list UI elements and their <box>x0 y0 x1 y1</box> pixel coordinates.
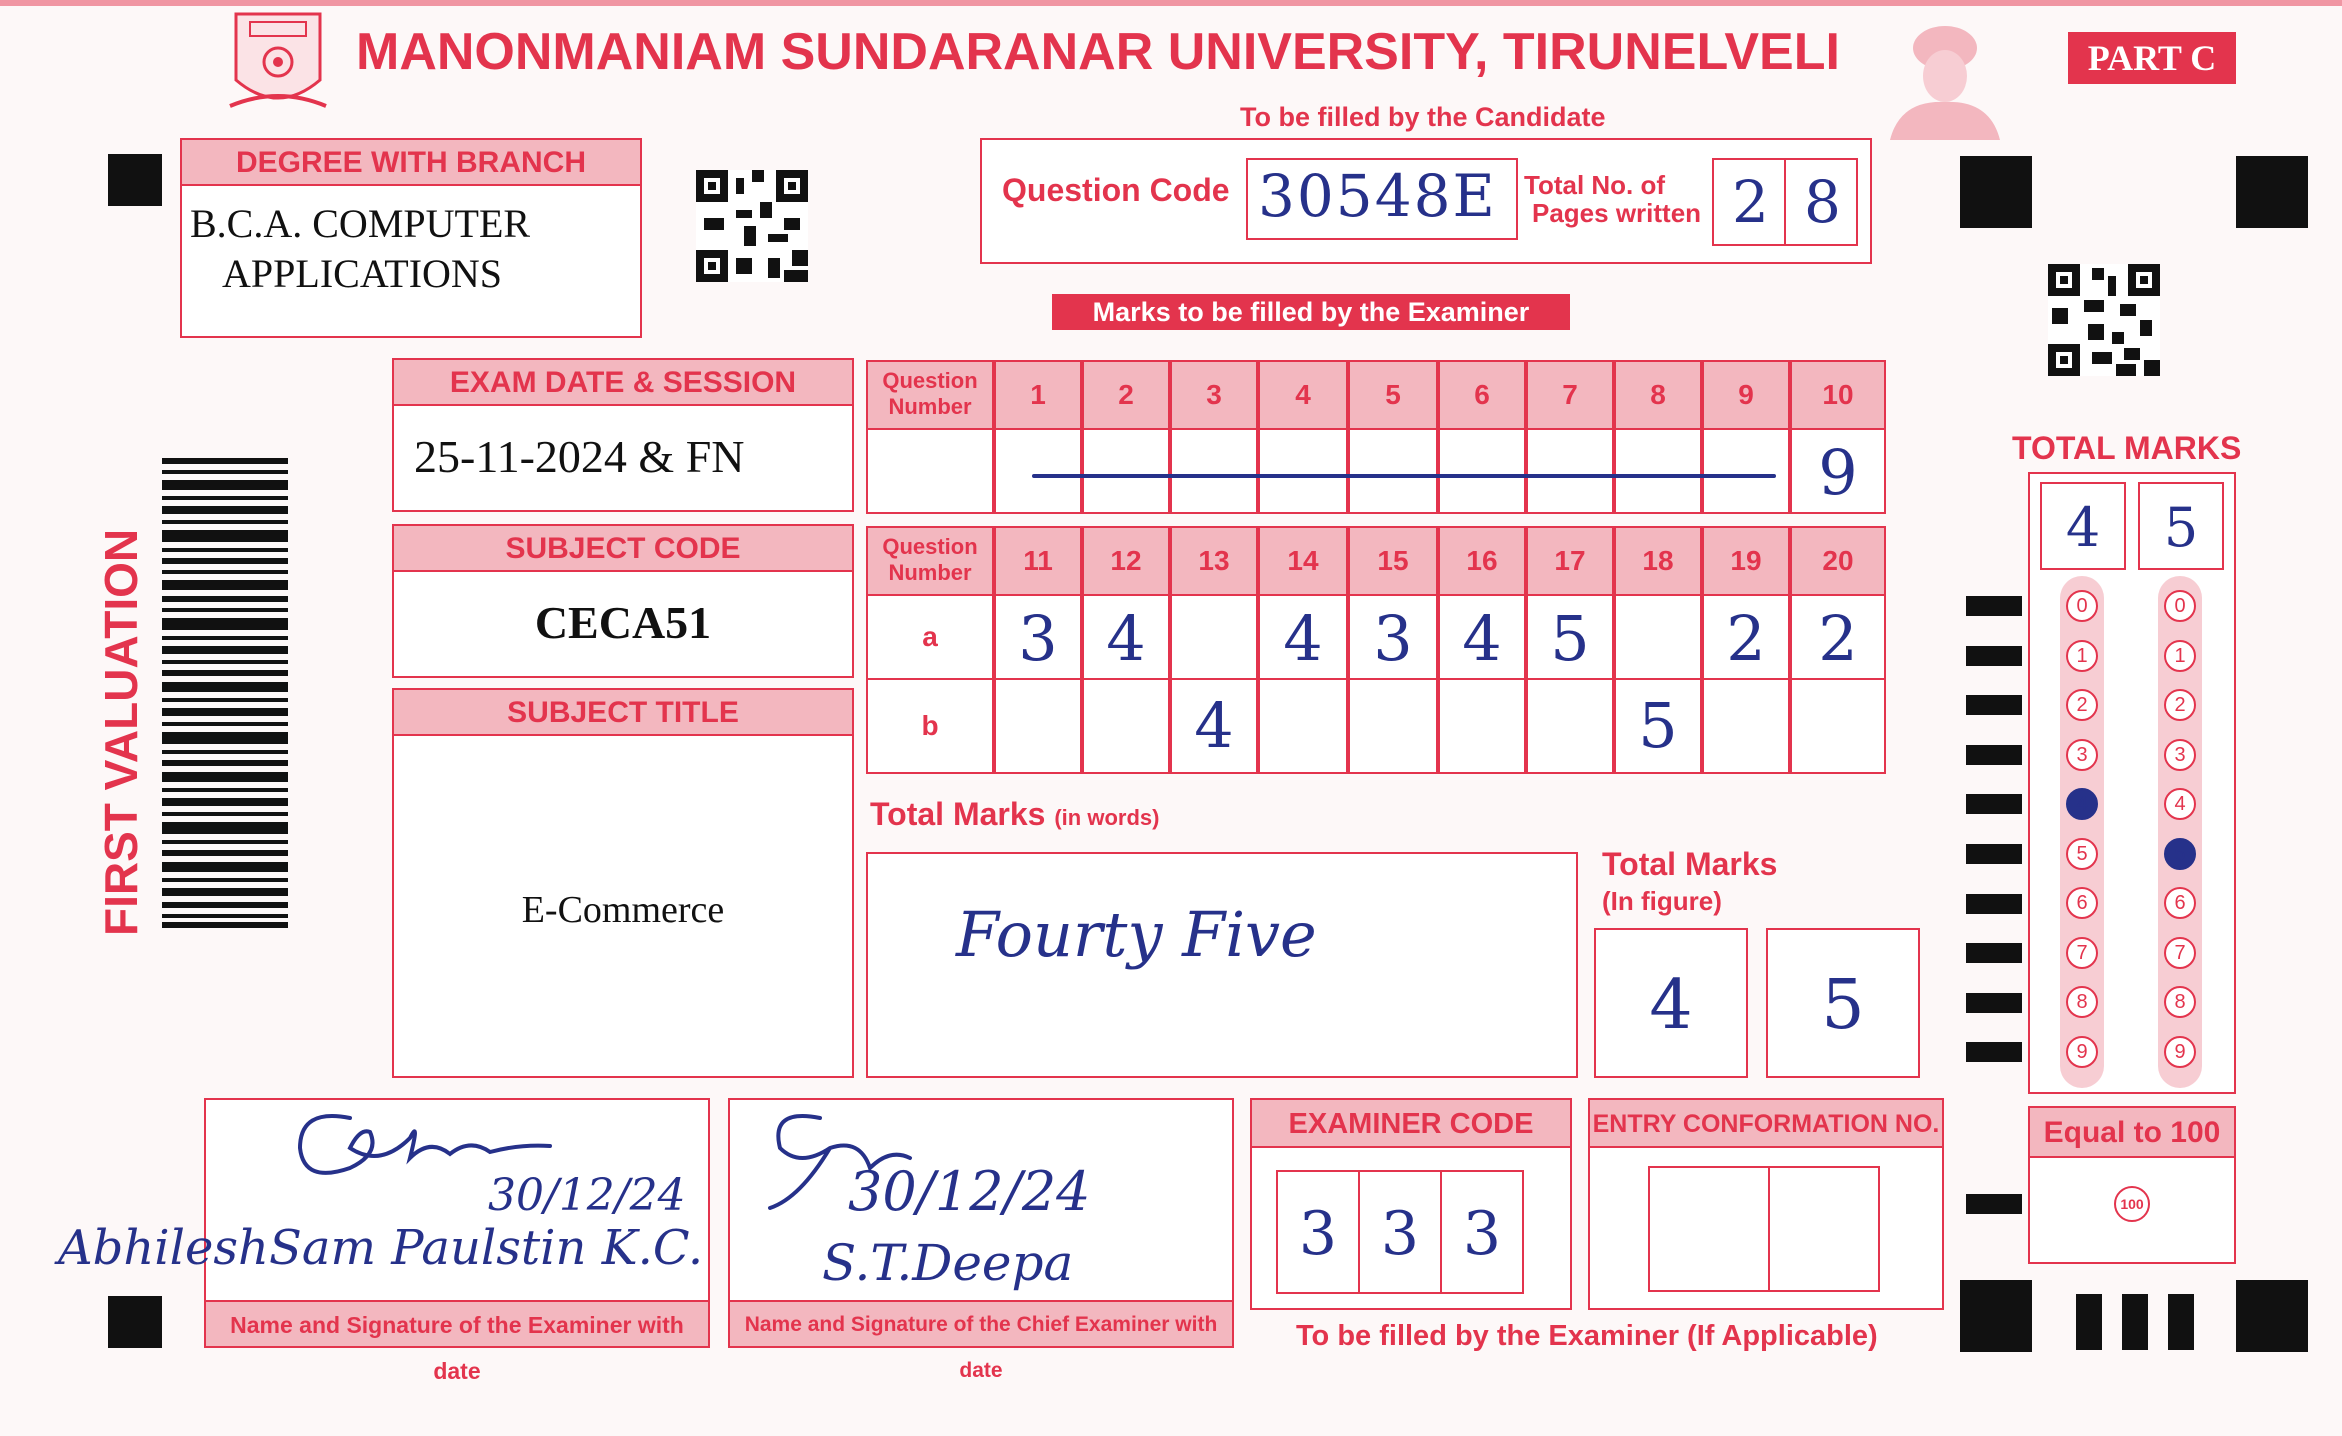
grid1-mark-cell[interactable] <box>1082 428 1170 514</box>
total-marks-bubble-col1[interactable]: 9 <box>2066 1036 2098 1068</box>
grid2-mark-cell-a[interactable]: 3 <box>994 594 1082 680</box>
grid2-mark-cell-b[interactable] <box>1082 678 1170 774</box>
total-marks-bubble-col2[interactable]: 7 <box>2164 937 2196 969</box>
grid1-qlabel-line2: Number <box>888 394 972 419</box>
examiner-sign-date: 30/12/24 <box>488 1170 686 1221</box>
chief-sign-date: 30/12/24 <box>848 1160 1091 1223</box>
chief-sign-caption: Name and Signature of the Chief Examiner with date <box>730 1300 1232 1346</box>
grid2-question-number: 14 <box>1258 526 1348 596</box>
corner-marker <box>108 154 162 206</box>
grid1-mark-cell[interactable] <box>1526 428 1614 514</box>
grid1-question-number: 9 <box>1702 360 1790 430</box>
entry-no-box[interactable] <box>1768 1166 1880 1292</box>
total-words-value: Fourty Five <box>956 898 1317 971</box>
degree-label: DEGREE WITH BRANCH <box>182 140 640 186</box>
total-words-label <box>870 796 1159 833</box>
examiner-sign-name: AbhileshSam Paulstin K.C. <box>58 1220 704 1276</box>
strike-line <box>1032 474 1776 478</box>
barcode-icon <box>162 458 288 928</box>
total-marks-bubble-col1[interactable]: 5 <box>2066 838 2098 870</box>
grid2-mark-cell-a[interactable]: 2 <box>1702 594 1790 680</box>
grid1-question-number: 6 <box>1438 360 1526 430</box>
total-marks-bubble-col1[interactable]: 8 <box>2066 986 2098 1018</box>
grid1-question-number: 2 <box>1082 360 1170 430</box>
grid2-qlabel-line1: Question <box>882 534 978 559</box>
total-marks-bubble-col2[interactable]: 4 <box>2164 788 2196 820</box>
total-marks-bubble-col1[interactable]: 7 <box>2066 937 2098 969</box>
corner-marker <box>108 1296 162 1348</box>
grid2-mark-cell-b[interactable] <box>1526 678 1614 774</box>
question-code-label: Question Code <box>1002 172 1230 208</box>
grid2-row-a-label: a <box>866 594 994 680</box>
total-marks-bubble-col2[interactable]: 0 <box>2164 590 2196 622</box>
grid2-mark-cell-b[interactable] <box>1702 678 1790 774</box>
examiner-code-digit[interactable]: 3 <box>1358 1170 1442 1294</box>
grid2-question-number: 12 <box>1082 526 1170 596</box>
pages-digit2: 8 <box>1804 168 1841 236</box>
equal-to-bubble[interactable]: 100 <box>2114 1186 2150 1222</box>
timing-mark <box>1966 943 2022 963</box>
total-figure-sub: (In figure) <box>1602 886 1722 916</box>
top-rule <box>0 0 2342 6</box>
total-figure-label: Total Marks <box>1602 846 1778 882</box>
timing-mark <box>1966 745 2022 765</box>
total-marks-bubble-col1[interactable]: 3 <box>2066 739 2098 771</box>
total-marks-bubble-col2[interactable]: 2 <box>2164 689 2196 721</box>
timing-mark <box>1966 794 2022 814</box>
timing-mark <box>2122 1294 2148 1350</box>
grid1-question-number: 10 <box>1790 360 1886 430</box>
entry-no-label: ENTRY CONFORMATION NO. <box>1590 1100 1942 1148</box>
qr-code-icon <box>696 170 808 282</box>
timing-mark <box>1966 894 2022 914</box>
timing-mark <box>1966 646 2022 666</box>
corner-marker <box>1960 1280 2032 1352</box>
grid2-question-number: 15 <box>1348 526 1438 596</box>
pages-label-line1: Total No. of <box>1524 170 1666 200</box>
grid1-question-number: 3 <box>1170 360 1258 430</box>
grid1-question-number: 5 <box>1348 360 1438 430</box>
part-badge: PART C <box>2068 32 2236 84</box>
grid1-mark-cell[interactable]: 9 <box>1790 428 1886 514</box>
grid2-mark-cell-a[interactable] <box>1614 594 1702 680</box>
grid2-mark-cell-b[interactable]: 5 <box>1614 678 1702 774</box>
timing-mark <box>1966 993 2022 1013</box>
grid2-question-number: 19 <box>1702 526 1790 596</box>
university-emblem-icon <box>228 10 328 118</box>
grid2-mark-cell-a[interactable]: 5 <box>1526 594 1614 680</box>
subject-code-value: CECA51 <box>534 597 712 648</box>
total-marks-bubble-col2[interactable]: 5 <box>2164 838 2196 870</box>
grid2-mark-cell-a[interactable]: 4 <box>1082 594 1170 680</box>
pages-digit1: 2 <box>1732 168 1769 236</box>
grid2-question-number: 11 <box>994 526 1082 596</box>
pages-label-line2: Pages written <box>1532 198 1702 228</box>
grid1-mark-cell[interactable] <box>1438 428 1526 514</box>
grid1-question-number: 7 <box>1526 360 1614 430</box>
exam-date-value: 25-11-2024 & FN <box>414 431 745 482</box>
grid1-question-number: 4 <box>1258 360 1348 430</box>
total-marks-bubble-col2[interactable]: 3 <box>2164 739 2196 771</box>
total-marks-panel-label: TOTAL MARKS <box>2012 430 2242 466</box>
grid1-mark-cell[interactable] <box>1702 428 1790 514</box>
total-marks-digit2: 5 <box>2163 496 2199 559</box>
grid2-mark-cell-a[interactable]: 4 <box>1438 594 1526 680</box>
grid2-mark-cell-a[interactable]: 3 <box>1348 594 1438 680</box>
corner-marker <box>2236 1280 2308 1352</box>
total-marks-digit1: 4 <box>2065 496 2101 559</box>
grid2-question-number: 18 <box>1614 526 1702 596</box>
timing-mark <box>1966 1042 2022 1062</box>
university-title: MANONMANIAM SUNDARANAR UNIVERSITY, TIRUNELVELI <box>356 23 1840 81</box>
examiner-code-digit[interactable]: 3 <box>1276 1170 1360 1294</box>
total-marks-bubble-col2[interactable]: 9 <box>2164 1036 2196 1068</box>
grid2-mark-cell-a[interactable]: 2 <box>1790 594 1886 680</box>
total-marks-bubble-col2[interactable]: 8 <box>2164 986 2196 1018</box>
total-words-sub: (in words) <box>1054 805 1160 830</box>
grid2-mark-cell-b[interactable] <box>994 678 1082 774</box>
grid2-row-b-label: b <box>866 678 994 774</box>
timing-mark <box>1966 1194 2022 1214</box>
exam-date-label: EXAM DATE & SESSION <box>394 360 852 406</box>
degree-line2: APPLICATIONS <box>222 251 503 296</box>
portrait-icon <box>1880 16 2010 140</box>
examiner-note: Marks to be filled by the Examiner <box>1052 294 1570 330</box>
grid2-question-number: 20 <box>1790 526 1886 596</box>
grid1-mark-cell[interactable] <box>1170 428 1258 514</box>
grid1-question-number: 1 <box>994 360 1082 430</box>
candidate-note: To be filled by the Candidate <box>1240 102 1606 132</box>
grid2-question-number: 17 <box>1526 526 1614 596</box>
total-marks-bubble-col1[interactable]: 0 <box>2066 590 2098 622</box>
qr-code-icon <box>2048 264 2160 376</box>
grid2-mark-cell-b[interactable] <box>1438 678 1526 774</box>
grid2-mark-cell-b[interactable] <box>1258 678 1348 774</box>
timing-mark <box>1966 596 2022 616</box>
grid2-question-number: 16 <box>1438 526 1526 596</box>
grid1-mark-cell[interactable] <box>1348 428 1438 514</box>
total-marks-bubble-col1[interactable]: 1 <box>2066 640 2098 672</box>
timing-mark <box>1966 844 2022 864</box>
grid1-qlabel-line1: Question <box>882 368 978 393</box>
subject-title-box <box>392 688 854 1078</box>
grid1-mark-cell[interactable] <box>994 428 1082 514</box>
total-marks-bubble-col1[interactable]: 4 <box>2066 788 2098 820</box>
first-valuation-label: FIRST VALUATION <box>95 528 147 936</box>
total-marks-bubble-col2[interactable]: 6 <box>2164 887 2196 919</box>
grid2-mark-cell-b[interactable]: 4 <box>1170 678 1258 774</box>
timing-mark <box>1966 695 2022 715</box>
grid2-question-number: 13 <box>1170 526 1258 596</box>
total-marks-bubble-col2[interactable]: 1 <box>2164 640 2196 672</box>
examiner-sign-caption: Name and Signature of the Examiner with date <box>206 1300 708 1346</box>
total-figure-digit1: 4 <box>1649 966 1693 1045</box>
examiner-code-label: EXAMINER CODE <box>1252 1100 1570 1148</box>
degree-line1: B.C.A. COMPUTER <box>190 201 531 246</box>
subject-code-label: SUBJECT CODE <box>394 526 852 572</box>
corner-marker <box>2236 156 2308 228</box>
equal-to-label: Equal to 100 <box>2030 1108 2234 1158</box>
grid1-row-label-cell <box>866 428 994 514</box>
grid2-mark-cell-a[interactable] <box>1170 594 1258 680</box>
total-marks-bubble-col1[interactable]: 2 <box>2066 689 2098 721</box>
grid1-mark-cell[interactable] <box>1258 428 1348 514</box>
timing-mark <box>2076 1294 2102 1350</box>
total-words-title: Total Marks <box>870 796 1046 832</box>
grid1-mark-cell[interactable] <box>1614 428 1702 514</box>
subject-title-label: SUBJECT TITLE <box>394 690 852 736</box>
chief-sign-name: S.T.Deepa <box>822 1234 1074 1292</box>
footer-note: To be filled by the Examiner (If Applicable) <box>1296 1320 1878 1352</box>
total-figure-digit2: 5 <box>1821 966 1865 1045</box>
grid2-mark-cell-b[interactable] <box>1790 678 1886 774</box>
grid2-mark-cell-a[interactable]: 4 <box>1258 594 1348 680</box>
timing-mark <box>2168 1294 2194 1350</box>
grid1-question-number: 8 <box>1614 360 1702 430</box>
grid2-qlabel-line2: Number <box>888 560 972 585</box>
grid2-mark-cell-b[interactable] <box>1348 678 1438 774</box>
corner-marker <box>1960 156 2032 228</box>
total-marks-bubble-col1[interactable]: 6 <box>2066 887 2098 919</box>
entry-no-box[interactable] <box>1648 1166 1770 1292</box>
subject-title-value: E-Commerce <box>521 889 725 931</box>
question-code-value: 30548E <box>1258 162 1497 230</box>
examiner-code-digit[interactable]: 3 <box>1440 1170 1524 1294</box>
